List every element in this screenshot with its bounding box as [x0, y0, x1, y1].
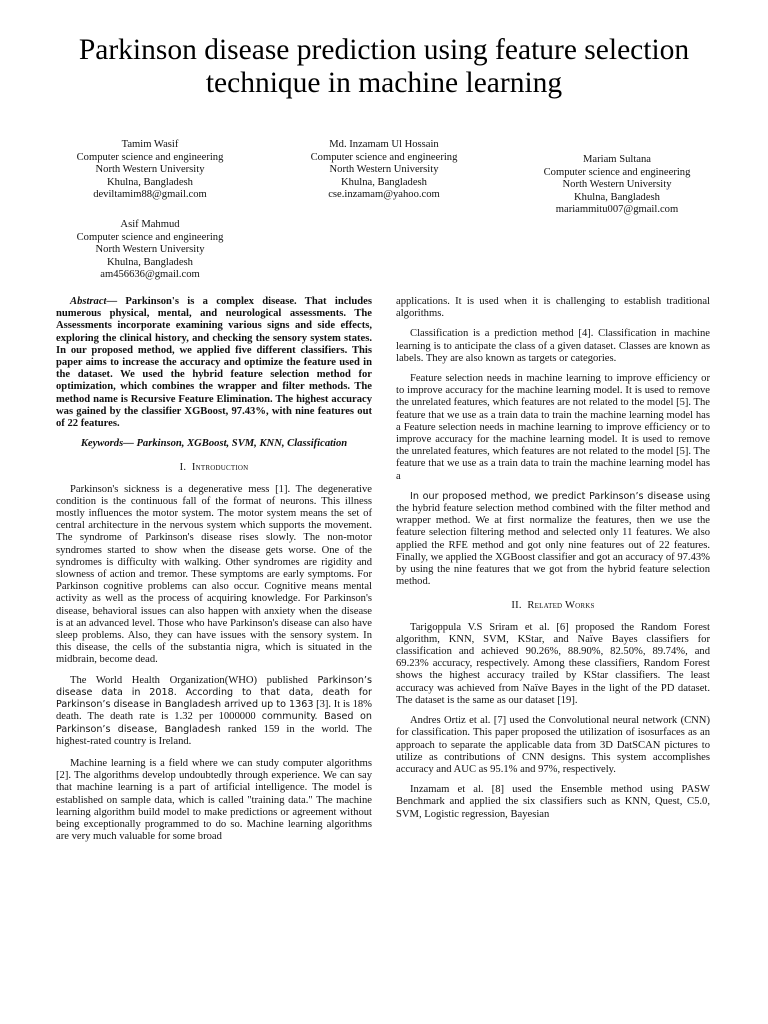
abstract-dash: — — [106, 296, 118, 307]
author-name: Asif Mahmud — [120, 219, 180, 230]
abstract-text: Parkinson's is a complex disease. That includes numerous physical, mental, and neurological assessments. The Assessments incorporate examining various signs and side effects, exploring the clinical history, and checking the sensory system states. In our proposed method, we applied five different classifiers. This paper aims to increase the accuracy and optimize the feature used in the dataset. We used the hybrid feature selection method for optimization, which combines the wrapper and filter methods. The method name is Recursive Feature Elimination. The highest accuracy was gained by the classifier XGBoost, 97.43%, with nine features out of 22 features. — [56, 296, 372, 430]
author-dept: Computer science and engineering — [543, 166, 691, 178]
paragraph: Classification is a prediction method [4]. Classification in machine learning is to anticipate the class of a given dataset. Classes are known as labels. They are also known as targets or categories. — [396, 328, 710, 364]
author-email: deviltamim88@gmail.com — [93, 189, 207, 201]
author-dept: Computer science and engineering — [310, 151, 458, 163]
section-number: II. — [511, 600, 522, 612]
author-location: Khulna, Bangladesh — [574, 191, 660, 203]
keywords-label: Keywords— — [80, 438, 134, 450]
author-location: Khulna, Bangladesh — [341, 176, 427, 188]
author-university: North Western University — [95, 244, 205, 256]
author-email: am456636@gmail.com — [100, 269, 200, 281]
author-name: Mariam Sultana — [583, 154, 651, 165]
paragraph-who: The World Health Organization(WHO) published Parkinson’s disease data in 2018. According to that data, death for Parkinson’s disease in Bangladesh arrived up to 1363 [3]. It is 18% death. The death rate is 1.32 per 1000000 community. Based on Parkinson’s disease, Bangladesh ranked 159 in the world. The highest-rated country is Ireland. — [56, 674, 372, 747]
paragraph: Feature selection needs in machine learning to improve efficiency or to improve accuracy for the machine learning model. It is used to remove the unrelated features, which features are not related to the model [5]. The feature that we use as a train data to train the machine learning model has a Feature selection needs in machine learning to improve efficiency or to improve accuracy for the machine learning model. It is used to remove the unrelated features, which features are not related to the model [5]. The feature that we use as a train data to train the machine learning model has a — [396, 373, 710, 482]
section-number: I. — [179, 462, 187, 474]
author-university: North Western University — [329, 164, 439, 176]
paragraph: Machine learning is a field where we can study computer algorithms [2]. The algorithms develop undoubtedly through experience. We can say that machine learning is a part of artificial intelligence. The model is established on sample data, which is called "training data." The machine learning algorithm build model to make predictions or agreement without being exceptionally programmed to do so. Machine learning algorithms are very much valuable for some broad — [56, 757, 372, 843]
section-title: Introduction — [191, 462, 249, 474]
author-university: North Western University — [95, 164, 205, 176]
author-block-3 — [527, 154, 707, 217]
paper-title: Parkinson disease prediction using feature selection technique in machine learning — [78, 34, 690, 99]
paragraph: Andres Ortiz et al. [7] used the Convolutional neural network (CNN) for classification. This paper proposed the utilization of isosurfaces as an approach to separate the applicable data from 3D DatSCAN pictures to utilize as contributions of CNN designs. This system accomplishes accuracy and AUC as 95.1% and 97%, respectively. — [396, 715, 710, 775]
section-title: Related Works — [527, 600, 595, 612]
keywords-text: Parkinson, XGBoost, SVM, KNN, Classification — [136, 438, 348, 450]
author-dept: Computer science and engineering — [76, 151, 224, 163]
abstract-label: Abstract — [70, 296, 107, 307]
author-email: mariammitu007@gmail.com — [555, 204, 679, 216]
paragraph: Tarigoppula V.S Sriram et al. [6] proposed the Random Forest algorithm, KNN, SVM, KStar, and Naïve Bayes classifiers for classification and achieved 90.26%, 88.90%, 82.50%, 89.74%, and 69.23% accuracy, respectively. Among these classifiers, Random Forest shows the highest accuracy trailed by KStar classifiers. The least accuracy was achieved from Naïve Bayes in the light of the PD dataset. The dataset is the same as our dataset [19]. — [396, 621, 710, 706]
author-block-2 — [294, 139, 474, 202]
left-column — [56, 296, 372, 851]
paragraph: Inzamam et al. [8] used the Ensemble method using PASW Benchmark and applied the six classifiers such as KNN, Quest, C5.0, SVM, Logistic regression, Bayesian — [396, 784, 710, 820]
section-heading-related-works — [396, 600, 710, 612]
abstract — [56, 296, 372, 430]
author-dept: Computer science and engineering — [76, 231, 224, 243]
section-heading-introduction — [56, 462, 372, 474]
paragraph: Parkinson's sickness is a degenerative mess [1]. The degenerative condition is the continuous fall of the format of neurons. This illness mostly influences the motor system. The motor system means the set of central architecture in the nervous system which supports the movement. The syndrome of Parkinson's disease rises slowly. The non-motor syndromes started to show when the disease gets worse. One of the syndromes is difficulty with walking. Other syndromes are rigidity and slowness of action and tremor. These symptoms are early symptoms. For Parkinson cognitive problems can also occur. Cognitive means mental activity as well as the process of acquiring knowledge. For Parkinson's disease, behavioral issues can also happen with anxiety when the disease is at an advanced level. Those who have Parkinson's disease can also have sleep problems. Also, they can have issues with the sensory system. In this disease, the cells of the substantia nigra, which is situated in the midbrain, become dead. — [56, 483, 372, 666]
author-email: cse.inzamam@yahoo.com — [328, 189, 440, 201]
author-name: Md. Inzamam Ul Hossain — [329, 139, 439, 150]
keywords — [56, 438, 372, 450]
author-location: Khulna, Bangladesh — [107, 176, 193, 188]
author-block-4 — [60, 219, 240, 282]
paragraph: applications. It is used when it is challenging to establish traditional algorithms. — [396, 296, 710, 320]
author-university: North Western University — [562, 179, 672, 191]
author-location: Khulna, Bangladesh — [107, 256, 193, 268]
right-column — [396, 296, 710, 829]
author-block-1 — [60, 139, 240, 202]
paragraph-proposed-method: In our proposed method, we predict Parkinson’s disease using the hybrid feature selection method combined with the filter method and wrapper method. We at first normalize the features, then we use the feature selection filtering method and selected only 11 features. We also applied the RFE method and got only nine features out of 22 features. Finally, we applied the XGBoost classifier and got an accuracy of 97.43% by using the nine features that we got from the hybrid feature selection method. — [396, 490, 710, 588]
author-name: Tamim Wasif — [121, 139, 179, 150]
